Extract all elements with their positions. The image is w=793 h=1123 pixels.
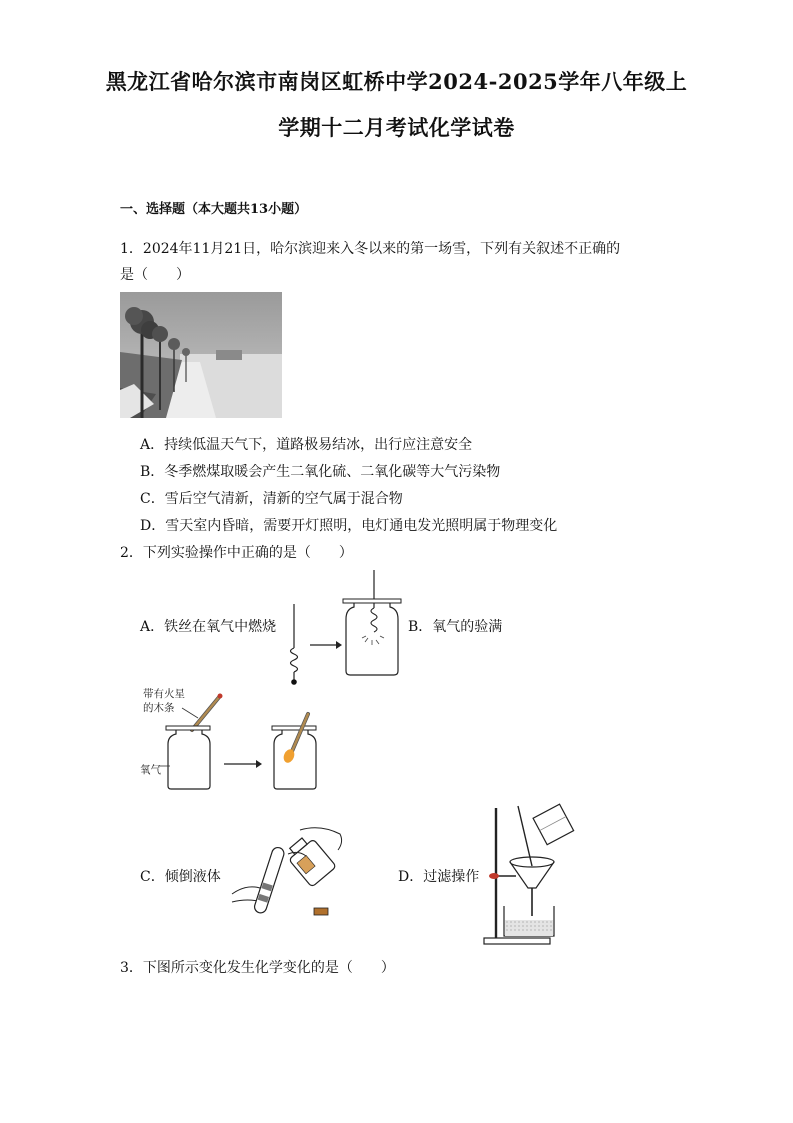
q3-stem: 3．下图所示变化发生化学变化的是（ ） <box>120 960 395 976</box>
q2-stem: 2．下列实验操作中正确的是（ ） <box>120 545 353 561</box>
oxygen-check-diagram <box>162 690 332 800</box>
q1-option-d: D．雪天室内昏暗，需要开灯照明，电灯通电发光照明属于物理变化 <box>140 518 558 534</box>
q1-option-a: A．持续低温天气下，道路极易结冰，出行应注意安全 <box>140 437 473 453</box>
splint-label-line-1: 带有火星 <box>143 688 185 700</box>
title-line-1: 黑龙江省哈尔滨市南岗区虹桥中学2024-2025学年八年级上 <box>105 69 688 94</box>
oxygen-label: 氧气 <box>140 764 161 776</box>
title-line-2: 学期十二月考试化学试卷 <box>278 115 515 140</box>
q1-option-c: C．雪后空气清新，清新的空气属于混合物 <box>140 491 403 507</box>
section-heading: 一、选择题（本大题共13小题） <box>120 202 308 217</box>
q1-option-b: B．冬季燃煤取暖会产生二氧化硫、二氧化碳等大气污染物 <box>140 464 501 480</box>
q2-option-c-label: C．倾倒液体 <box>140 869 221 885</box>
q2-option-a-label: A．铁丝在氧气中燃烧 <box>140 619 277 635</box>
gas-jar-burning-wire <box>340 570 404 678</box>
splint-label-line-2: 的木条 <box>143 702 175 714</box>
arrow-icon <box>310 640 342 650</box>
filtration-diagram <box>482 804 578 948</box>
q2-option-b-label: B．氧气的验满 <box>408 619 503 635</box>
iron-wire-diagram <box>284 604 308 686</box>
pouring-liquid-diagram <box>228 824 348 924</box>
q1-stem-line-1: 1．2024年11月21日，哈尔滨迎来入冬以来的第一场雪，下列有关叙述不正确的 <box>120 241 621 257</box>
snow-photo <box>120 292 282 418</box>
q2-option-d-label: D．过滤操作 <box>398 869 480 885</box>
q1-stem-line-2: 是（ ） <box>120 267 190 283</box>
